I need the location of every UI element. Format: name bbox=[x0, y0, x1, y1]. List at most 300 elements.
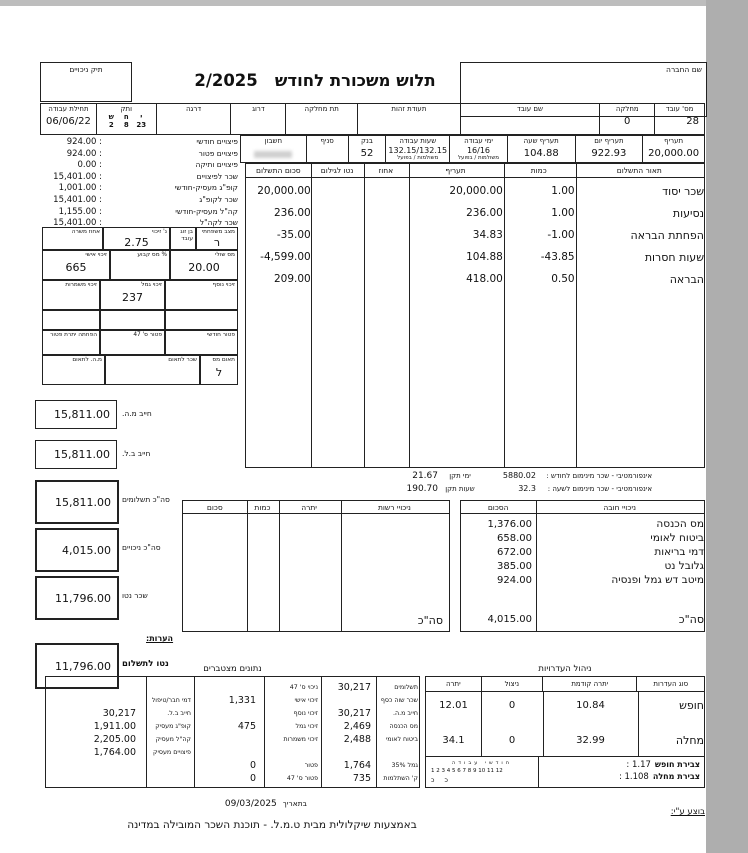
payments-column-header: כמות bbox=[530, 166, 547, 175]
tax-grid-cell-value: 20.00 bbox=[188, 260, 220, 274]
absences-body-bottom-border bbox=[426, 756, 704, 757]
tax-grid-cell bbox=[196, 227, 238, 250]
payment-quantity: -1.00 bbox=[547, 229, 575, 241]
rate-field bbox=[306, 136, 348, 162]
contribution-value: 15,401.00 : bbox=[53, 194, 102, 205]
contribution-label: שכר לקופ"ג bbox=[199, 194, 238, 204]
cumulative-value: 2,469 bbox=[343, 721, 371, 732]
rate-field-label: בנק bbox=[361, 137, 373, 145]
tax-grid-row bbox=[42, 330, 238, 355]
tax-grid-cell-label: מס שולי bbox=[215, 252, 235, 258]
rate-field-label: תעריף יום bbox=[594, 137, 624, 145]
absence-type: מחלה bbox=[675, 734, 704, 747]
employee-field-label: תת מחלקה bbox=[304, 105, 339, 113]
payments-column-header: תעריף bbox=[445, 166, 466, 175]
seniority-value: 23 bbox=[136, 121, 147, 129]
min-wage-hour-value: 32.3 bbox=[518, 484, 536, 493]
deduction-amount: 658.00 bbox=[497, 533, 532, 544]
total-box-value: 15,811.00 bbox=[54, 448, 110, 461]
employee-field-label: תעודת זהות bbox=[391, 105, 427, 113]
title-month: 2/2025 bbox=[194, 71, 258, 90]
voluntary-deductions-column-header: ניכויי רשות bbox=[377, 503, 411, 512]
mandatory-deductions-header bbox=[461, 501, 704, 514]
employee-field-label: דרגה bbox=[185, 105, 202, 113]
deduction-file-label: תיק ניכויים bbox=[69, 65, 103, 74]
rate-field bbox=[241, 136, 306, 162]
tax-grid-cell bbox=[42, 280, 100, 310]
seniority-values bbox=[97, 121, 156, 129]
contribution-value: 0.00 : bbox=[77, 160, 102, 171]
tax-grid-row bbox=[42, 310, 238, 330]
employee-field-value bbox=[157, 113, 231, 116]
voluntary-deductions-total-label: סה"כ bbox=[417, 614, 443, 627]
work-months-label: חודשי עבודה bbox=[452, 760, 512, 766]
payment-description: נסיעות bbox=[672, 206, 704, 220]
employee-field-label: דרוג bbox=[252, 105, 265, 113]
absence-previous-balance: 32.99 bbox=[576, 735, 605, 746]
tax-grid-cell bbox=[42, 355, 105, 385]
cumulative-value: 30,217 bbox=[337, 682, 371, 693]
payment-rate: 20,000.00 bbox=[449, 185, 503, 197]
payment-quantity: -43.85 bbox=[540, 251, 575, 263]
employee-field-value: 0 bbox=[624, 116, 631, 127]
tax-grid-cell-label: זיכוי אישי bbox=[85, 252, 107, 258]
tax-grid-cell-value: ל bbox=[215, 365, 223, 379]
vacation-accrual-value: : 1.17 bbox=[626, 760, 651, 770]
absence-used: 0 bbox=[508, 735, 516, 746]
total-box bbox=[35, 528, 119, 572]
tax-grid-cell-label: שכר לתאום bbox=[168, 357, 197, 363]
employee-field-label: תחילת עבודה bbox=[48, 105, 89, 113]
rate-field-value: 922.93 bbox=[591, 148, 627, 159]
mandatory-deductions-title: ניכויי חובה bbox=[603, 503, 636, 512]
mandatory-deductions-amount-header: הסכום bbox=[487, 503, 509, 512]
cumulative-column-divider bbox=[376, 677, 377, 787]
rate-field bbox=[642, 136, 704, 162]
contribution-label: פיצויים חודשי bbox=[196, 137, 238, 146]
seniority-units bbox=[97, 113, 156, 121]
tax-grid-cell bbox=[42, 227, 103, 250]
payment-amount: -4,599.00 bbox=[260, 251, 311, 263]
vacation-accrual-row bbox=[544, 760, 700, 770]
vacation-accrual-label: צבירת חופש bbox=[654, 760, 700, 769]
work-months-marks: כ כ bbox=[431, 776, 452, 784]
payments-table bbox=[245, 163, 705, 468]
cumulative-label: תשלומים bbox=[394, 684, 418, 691]
rate-field-label: תעריף שעה bbox=[523, 137, 559, 145]
standard-hours-label: שעות תקן bbox=[445, 485, 475, 493]
tax-grid-cell bbox=[170, 250, 238, 280]
cumulative-column-divider bbox=[321, 677, 322, 787]
contribution-row bbox=[42, 207, 238, 219]
deduction-amount: 672.00 bbox=[497, 547, 532, 558]
seniority-value: 2 bbox=[108, 121, 114, 129]
deduction-name: ביטוח לאומי bbox=[650, 532, 704, 544]
rate-field-value: 20,000.00 bbox=[648, 148, 700, 159]
employee-field bbox=[41, 104, 96, 134]
deduction-amount: 924.00 bbox=[497, 575, 532, 586]
employee-field bbox=[357, 104, 460, 134]
payments-column-header: סכום התשלום bbox=[256, 166, 301, 175]
account-number-smudge bbox=[254, 151, 292, 158]
tax-grid-cell bbox=[100, 310, 165, 330]
voluntary-deductions-divider bbox=[247, 501, 248, 631]
payment-amount: 236.00 bbox=[273, 207, 311, 219]
voluntary-deductions-table bbox=[182, 500, 450, 632]
tax-grid-cell-label: תאום מס bbox=[212, 357, 235, 363]
payment-row bbox=[246, 202, 704, 224]
payment-quantity: 1.00 bbox=[551, 185, 575, 197]
total-box-label: סה"כ ניכויים bbox=[122, 543, 161, 552]
seniority-unit-letter: ש bbox=[108, 113, 114, 121]
total-box-label: סה"כ תשלומים bbox=[122, 495, 170, 504]
payment-rate: 418.00 bbox=[466, 273, 503, 285]
tax-grid-cell-label: אחוז משרה bbox=[71, 229, 100, 235]
cumulative-value: 0 bbox=[249, 760, 256, 771]
payment-row bbox=[246, 268, 704, 290]
tax-grid-cell bbox=[165, 310, 238, 330]
payments-header-row bbox=[246, 164, 704, 178]
mandatory-deductions-total-label: סה"כ bbox=[678, 613, 704, 626]
cumulative-title: נתונים מצטברים bbox=[203, 664, 262, 674]
cumulative-value: 2,488 bbox=[343, 734, 371, 745]
cumulative-label: זיכוי משמרות bbox=[283, 736, 318, 743]
cumulative-label: ניכוי ס' 47 bbox=[289, 684, 318, 691]
absence-previous-balance: 10.84 bbox=[576, 700, 605, 711]
total-box-value: 11,796.00 bbox=[55, 659, 111, 673]
tax-grid-cell-value: 2.75 bbox=[124, 235, 149, 249]
employee-field-value bbox=[358, 113, 460, 116]
cumulative-label: קה"ל מעסיק bbox=[155, 736, 191, 743]
tax-grid-cell-value: ר bbox=[213, 235, 221, 249]
contribution-row bbox=[42, 172, 238, 184]
tax-grid-cell bbox=[100, 330, 165, 355]
payments-column-header: נטו לגילום bbox=[320, 166, 354, 175]
absence-type: חופש bbox=[679, 699, 704, 712]
absences-bottom-divider bbox=[538, 756, 539, 787]
employee-field-label: שם עובד bbox=[517, 105, 544, 113]
mandatory-deductions-total-value: 4,015.00 bbox=[487, 614, 532, 625]
cumulative-label: חייב ב.ל. bbox=[167, 710, 191, 717]
tax-grid-cell bbox=[110, 250, 170, 280]
cumulative-value: 30,217 bbox=[337, 708, 371, 719]
contribution-value: 15,401.00 : bbox=[53, 171, 102, 182]
rate-field-subnote: משולמות / בפועל bbox=[397, 155, 439, 161]
contribution-row bbox=[42, 183, 238, 195]
payment-rate: 34.83 bbox=[472, 229, 503, 241]
mandatory-deductions-table bbox=[460, 500, 705, 632]
absences-column-header: ניצול bbox=[481, 677, 543, 691]
rate-field-value bbox=[241, 145, 306, 148]
total-box-value: 15,811.00 bbox=[55, 495, 111, 509]
employee-field bbox=[654, 104, 704, 134]
employee-field bbox=[599, 104, 654, 134]
tax-grid bbox=[42, 227, 238, 385]
tax-grid-cell-value: 665 bbox=[65, 260, 87, 274]
performed-by-label: בוצע ע"י: bbox=[670, 807, 705, 817]
employee-field bbox=[96, 104, 156, 134]
total-box-label: נטו לתשלום bbox=[122, 659, 169, 669]
payment-quantity: 1.00 bbox=[551, 207, 575, 219]
payment-amount: 20,000.00 bbox=[257, 185, 311, 197]
employee-field bbox=[156, 104, 231, 134]
rate-field bbox=[385, 136, 449, 162]
tax-grid-cell-label: פטור ס' 47 bbox=[133, 332, 162, 338]
contribution-row bbox=[42, 149, 238, 161]
cumulative-label: ק' השתלמות bbox=[383, 775, 418, 782]
tax-grid-cell-label: מ.ה. לתאום bbox=[72, 357, 102, 363]
page-title bbox=[180, 71, 450, 90]
rates-header-row bbox=[240, 135, 705, 163]
voluntary-deductions-divider bbox=[341, 501, 342, 631]
tax-grid-cell-label: % מס קבוע bbox=[137, 252, 167, 258]
contribution-value: 924.00 : bbox=[66, 137, 102, 147]
employee-field bbox=[460, 104, 600, 134]
contribution-label: קה"ל מעסיק-חודשי bbox=[175, 206, 238, 216]
contribution-value: 924.00 : bbox=[66, 148, 102, 159]
cumulative-value: 475 bbox=[237, 721, 256, 732]
cumulative-value: 1,764.00 bbox=[93, 747, 136, 758]
cumulative-label: זיכוי גמל bbox=[295, 723, 318, 730]
cumulative-label: חייב מ.ה. bbox=[393, 710, 418, 717]
scan-edge-right bbox=[706, 0, 748, 853]
employee-field bbox=[285, 104, 357, 134]
cumulative-label: שכר שוה כסף bbox=[380, 697, 418, 704]
cumulative-label: דמי חבר/טיפול bbox=[151, 697, 191, 704]
tax-grid-cell bbox=[42, 310, 100, 330]
title-text: תלוש משכורת לחודש bbox=[274, 71, 436, 90]
cumulative-label: זיכוי נוסף bbox=[293, 710, 318, 717]
payment-amount: 209.00 bbox=[273, 273, 311, 285]
absences-column-header: יתרה bbox=[445, 680, 461, 688]
employee-field-value: 06/06/22 bbox=[45, 116, 91, 127]
tax-grid-cell-label: נ' זיכוי bbox=[151, 229, 167, 235]
total-box-label: חייב ב.ל. bbox=[122, 448, 151, 458]
cumulative-label: פטור bbox=[304, 762, 318, 769]
rate-field-subnote: משולמות / בפועל bbox=[457, 155, 500, 161]
employee-field bbox=[230, 104, 285, 134]
sick-accrual-label: צבירת מחלה bbox=[652, 772, 700, 781]
cumulative-value: 30,217 bbox=[102, 708, 136, 719]
tax-grid-cell-label: זיכוי גמל bbox=[141, 282, 162, 288]
absence-balance: 12.01 bbox=[439, 700, 468, 711]
cumulative-label: פיצויים מעסיק bbox=[153, 749, 191, 756]
rate-field-value: 52 bbox=[360, 148, 374, 159]
payment-amount: -35.00 bbox=[276, 229, 311, 241]
tax-grid-cell-label: זיכוי משמרות bbox=[65, 282, 97, 288]
date-row bbox=[215, 799, 307, 809]
employee-header-row bbox=[40, 103, 705, 135]
payment-description: הפחתת הבראה bbox=[630, 228, 704, 242]
absence-used: 0 bbox=[508, 700, 516, 711]
cumulative-table bbox=[45, 676, 420, 788]
total-box bbox=[35, 400, 117, 429]
cumulative-label: מס הכנסה bbox=[389, 723, 418, 730]
cumulative-column-divider bbox=[264, 677, 265, 787]
deduction-file-box bbox=[40, 62, 132, 102]
deduction-name: מס הכנסה bbox=[656, 518, 704, 530]
cumulative-column-divider bbox=[146, 677, 147, 787]
min-wage-hour-label: אינפורמטיבי - שכר מינימום לשעה : bbox=[547, 485, 652, 493]
contribution-value: 1,001.00 : bbox=[58, 183, 102, 194]
total-box bbox=[35, 576, 119, 620]
total-box bbox=[35, 480, 119, 524]
deduction-name: מיטב דש גמל ופנסיה bbox=[611, 574, 704, 586]
contribution-row bbox=[42, 195, 238, 207]
contribution-row bbox=[42, 160, 238, 172]
tax-grid-cell bbox=[100, 280, 165, 310]
absences-column-header: סוג העדרות bbox=[636, 677, 704, 691]
cumulative-label: קופ"ג מעסיק bbox=[155, 723, 191, 730]
voluntary-deductions-column-header: סכום bbox=[206, 503, 223, 512]
employee-field-value bbox=[231, 113, 285, 116]
total-box-label: שכר נטו bbox=[122, 591, 148, 600]
tax-grid-cell-label: הפחתה יתרת פטור bbox=[50, 332, 97, 338]
seniority-value: 8 bbox=[123, 121, 129, 129]
total-box-label: חייב מ.ה. bbox=[122, 408, 152, 418]
rate-field-value: 16/16 bbox=[466, 146, 491, 155]
cumulative-label: ביטוח לאומי bbox=[385, 736, 418, 743]
rate-field-label: ימי עבודה bbox=[464, 137, 493, 145]
tax-grid-cell bbox=[103, 227, 170, 250]
rate-field-label: חשבון bbox=[264, 137, 283, 145]
tax-grid-cell-label: מצב משפחתי bbox=[201, 229, 235, 235]
tax-grid-cell bbox=[170, 227, 196, 250]
total-box-value: 11,796.00 bbox=[55, 591, 111, 605]
contribution-value: 1,155.00 : bbox=[58, 206, 102, 217]
rate-field bbox=[575, 136, 643, 162]
work-months-digits: 1 2 3 4 5 6 7 8 9 10 11 12 bbox=[431, 768, 503, 774]
payment-quantity: 0.50 bbox=[551, 273, 575, 285]
cumulative-value: 0 bbox=[249, 773, 256, 784]
total-box bbox=[35, 440, 117, 469]
tax-grid-cell bbox=[105, 355, 200, 385]
tax-grid-row bbox=[42, 227, 238, 250]
rate-field-label: תעריף bbox=[664, 137, 684, 145]
tax-grid-cell bbox=[42, 250, 110, 280]
cumulative-value: 1,764 bbox=[343, 760, 371, 771]
min-wage-month-value: 5880.02 bbox=[502, 471, 536, 480]
standards-info-row-hour bbox=[390, 484, 652, 496]
standards-info-row-month bbox=[390, 471, 652, 483]
deduction-amount: 385.00 bbox=[497, 561, 532, 572]
tax-grid-cell bbox=[165, 280, 238, 310]
payments-column-header: תאור התשלום bbox=[616, 166, 662, 175]
tax-grid-cell-value: 237 bbox=[122, 290, 143, 304]
employer-contributions bbox=[42, 137, 238, 230]
standard-days-value: 21.67 bbox=[412, 471, 438, 481]
absences-header-row bbox=[426, 677, 704, 692]
payment-rate: 236.00 bbox=[466, 207, 503, 219]
tax-grid-row bbox=[42, 355, 238, 385]
contribution-label: פיצויים ותיקה bbox=[195, 160, 238, 170]
cumulative-label: זיכוי אישי bbox=[294, 697, 318, 704]
employee-field-value bbox=[286, 113, 357, 116]
payment-row bbox=[246, 180, 704, 202]
tax-grid-cell-label: זיכוי נוסף bbox=[212, 282, 235, 288]
employee-field-label: ותק bbox=[120, 105, 132, 113]
payment-row bbox=[246, 246, 704, 268]
contribution-label: שכר לפיצויים bbox=[196, 171, 238, 181]
contribution-value: 15,401.00 : bbox=[53, 218, 102, 229]
rate-field-value: 104.88 bbox=[523, 148, 559, 159]
deduction-name: דמי בריאות bbox=[654, 546, 704, 558]
absences-title: ניהול העדרויות bbox=[538, 664, 592, 674]
absences-column-header: יתרה קודמת bbox=[542, 677, 636, 691]
software-credit-line: באמצעות שיקלולית מבית ט.מ.ל. - תוכנת השכר המובילה במדינה bbox=[127, 819, 417, 831]
payment-row bbox=[246, 224, 704, 246]
date-label: בתאריך bbox=[282, 799, 307, 808]
employee-field-label: מחלקה bbox=[615, 105, 639, 113]
cumulative-label: גמל 35% bbox=[391, 762, 418, 769]
voluntary-deductions-header bbox=[183, 501, 449, 514]
sick-accrual-value: : 1.108 bbox=[618, 772, 649, 782]
employee-field-value: 28 bbox=[686, 116, 699, 127]
absence-balance: 34.1 bbox=[442, 735, 465, 746]
contribution-row bbox=[42, 137, 238, 149]
total-box-value: 15,811.00 bbox=[54, 408, 110, 421]
mandatory-deductions-divider bbox=[536, 501, 537, 631]
cumulative-value: 2,205.00 bbox=[93, 734, 136, 745]
rate-field-label: סניף bbox=[320, 137, 334, 145]
cumulative-label: פטור ס' 47 bbox=[286, 775, 318, 782]
payment-description: שכר יסוד bbox=[662, 184, 704, 198]
cumulative-value: 1,331 bbox=[228, 695, 256, 706]
employee-field-value bbox=[461, 113, 600, 116]
sick-accrual-row bbox=[544, 772, 700, 782]
standard-hours-value: 190.70 bbox=[406, 484, 438, 494]
payments-column-header: אחוז bbox=[378, 166, 394, 175]
voluntary-deductions-column-header: יתרה bbox=[301, 503, 317, 512]
payment-description: הבראה bbox=[669, 272, 704, 286]
company-name-label: שם החברה bbox=[666, 65, 702, 74]
voluntary-deductions-column-header: כמות bbox=[254, 503, 271, 512]
rate-field bbox=[348, 136, 386, 162]
employee-field-label: מס' עובד bbox=[665, 105, 694, 113]
tax-grid-cell-label: בן זוג עובד bbox=[180, 229, 193, 242]
rate-field-value bbox=[307, 145, 348, 148]
scan-edge-top bbox=[0, 0, 748, 6]
date-value: 09/03/2025 bbox=[224, 799, 277, 809]
standard-days-label: ימי תקן bbox=[449, 472, 471, 480]
seniority-unit-letter: ח bbox=[123, 113, 129, 121]
rate-field bbox=[507, 136, 575, 162]
notes-label: הערות: bbox=[146, 634, 174, 643]
rate-field-label: שעות עבודה bbox=[399, 137, 437, 145]
min-wage-month-label: אינפורמטיבי - שכר מינימום לחודש : bbox=[546, 472, 652, 480]
tax-grid-row bbox=[42, 250, 238, 280]
contribution-label: קופ"ג מעסיק-חודשי bbox=[174, 183, 238, 193]
tax-grid-cell bbox=[165, 330, 238, 355]
cumulative-value: 1,911.00 bbox=[93, 721, 136, 732]
rate-field-value: 132.15/132.15 bbox=[388, 146, 448, 155]
payment-description: שעות חסרות bbox=[644, 250, 704, 264]
cumulative-value: 735 bbox=[352, 773, 371, 784]
seniority-unit-letter: י bbox=[140, 113, 143, 121]
tax-grid-cell bbox=[42, 330, 100, 355]
rate-field bbox=[449, 136, 507, 162]
contribution-label: פיצויים פטור bbox=[198, 148, 238, 158]
total-box-value: 4,015.00 bbox=[62, 543, 111, 557]
deduction-amount: 1,376.00 bbox=[487, 519, 532, 530]
tax-grid-row bbox=[42, 280, 238, 310]
payment-rate: 104.88 bbox=[466, 251, 503, 263]
deduction-name: גלובל נט bbox=[664, 560, 704, 572]
voluntary-deductions-divider bbox=[279, 501, 280, 631]
absences-table bbox=[425, 676, 705, 788]
tax-grid-cell bbox=[200, 355, 238, 385]
contribution-label: שכר לקה"ל bbox=[199, 218, 238, 228]
